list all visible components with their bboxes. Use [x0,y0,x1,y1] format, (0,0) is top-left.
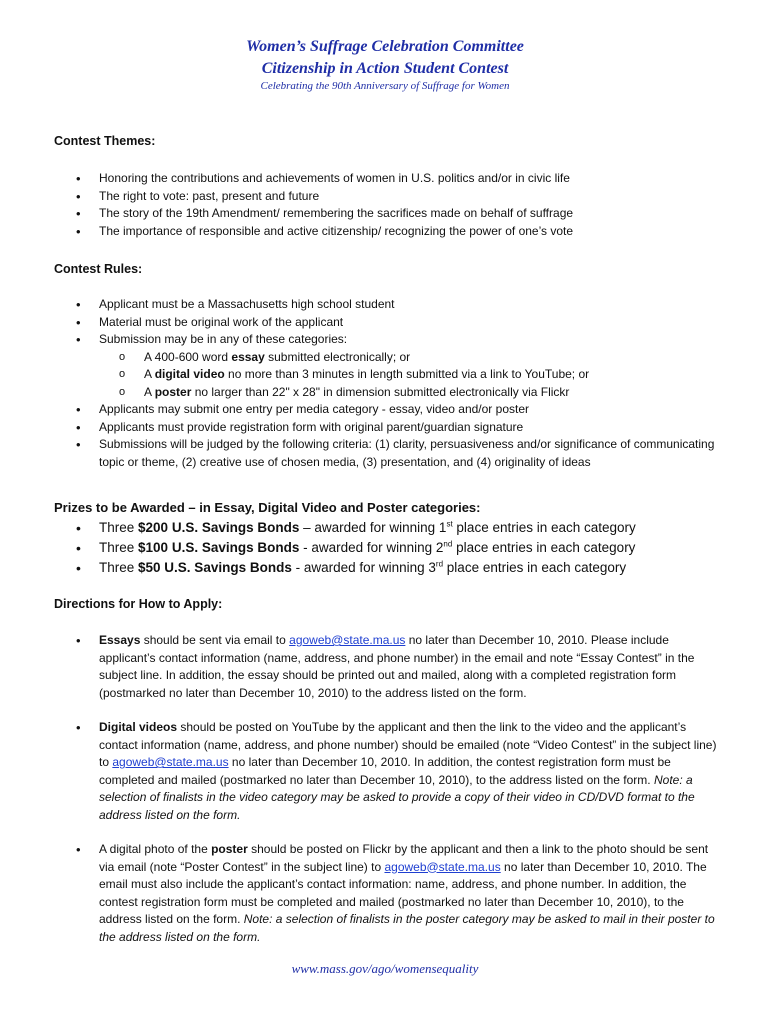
email-link[interactable]: agoweb@state.ma.us [289,633,406,647]
sub-list-item: o A digital video no more than 3 minutes in length submitted via a link to YouTube; or [54,366,722,384]
list-item: • Applicants must provide registration form with original parent/guardian signature [54,419,722,437]
list-item: • Material must be original work of the applicant [54,314,722,332]
list-item: • The right to vote: past, present and future [54,188,722,206]
prizes-heading: Prizes to be Awarded – in Essay, Digital Video and Poster categories: [54,500,481,515]
prize-item: • Three $50 U.S. Savings Bonds - awarded for winning 3rd place entries in each category [54,558,722,578]
rules-heading: Contest Rules: [54,262,143,276]
directions-list [54,632,722,963]
contest-title: Citizenship in Action Student Contest [261,60,509,77]
sub-list-item: o A poster no larger than 22" x 28" in dimension submitted electronically via Flickr [54,384,722,402]
themes-list [54,170,722,240]
directions-heading: Directions for How to Apply: [54,597,223,611]
list-item: • Submission may be in any of these categories: [54,331,722,349]
video-directions: • Digital videos should be posted on YouTube by the applicant and then the link to the video and the applicant’s contact information (name, address, and phone number) should be emailed (note “Video Contest” in the subject line) to agoweb@state.ma.us no later than December 10, 2010. In addition, the contest registration form must be completed and mailed (postmarked no later than December 10, 2010), to the address listed on the form. Note: a selection of finalists in the video category may be asked to provide a copy of their video in CD/DVD format to the address listed on the form. [54,719,722,824]
themes-heading: Contest Themes: [54,134,156,148]
footer-url[interactable]: www.mass.gov/ago/womensequality [291,961,479,976]
prize-item: • Three $100 U.S. Savings Bonds - awarded for winning 2nd place entries in each category [54,538,722,558]
list-item: • Applicants may submit one entry per media category - essay, video and/or poster [54,401,722,419]
list-item: • Applicant must be a Massachusetts high school student [54,296,722,314]
list-item: • The story of the 19th Amendment/ remembering the sacrifices made on behalf of suffrage [54,205,722,223]
prize-item: • Three $200 U.S. Savings Bonds – awarded for winning 1st place entries in each category [54,518,722,538]
list-item: • Honoring the contributions and achievements of women in U.S. politics and/or in civic life [54,170,722,188]
poster-directions: • A digital photo of the poster should be posted on Flickr by the applicant and then a link to the photo should be sent via email (note “Poster Contest” in the subject line) to agoweb@state.ma.us no later than December 10, 2010. The email must also include the applicant’s contact information: name, address, and phone number. In addition, the contest registration form must be completed and mailed (postmarked no later than December 10, 2010), to the address listed on the form. Note: a selection of finalists in the poster category may be asked to mail in their poster to the address listed on the form. [54,841,722,946]
sub-list-item: o A 400-600 word essay submitted electronically; or [54,349,722,367]
prizes-list [54,518,722,578]
essay-directions: • Essays should be sent via email to agoweb@state.ma.us no later than December 10, 2010. Please include applicant’s contact information (name, address, and phone number) in the email and note “Essay Contest” in the subject line. In addition, the essay should be printed out and mailed, along with a completed registration form (postmarked no later than December 10, 2010) to the address listed on the form. [54,632,722,702]
email-link[interactable]: agoweb@state.ma.us [384,859,501,874]
committee-title: Women’s Suffrage Celebration Committee [246,38,524,55]
email-link[interactable]: agoweb@state.ma.us [112,755,229,769]
rules-list [54,296,722,471]
list-item: • The importance of responsible and active citizenship/ recognizing the power of one’s vote [54,223,722,241]
anniversary-subtitle: Celebrating the 90th Anniversary of Suffrage for Women [260,80,510,92]
list-item: • Submissions will be judged by the following criteria: (1) clarity, persuasiveness and/or significance of communicating topic or theme, (2) creative use of chosen media, (3) presentation, and (4) originality of ideas [54,436,722,471]
